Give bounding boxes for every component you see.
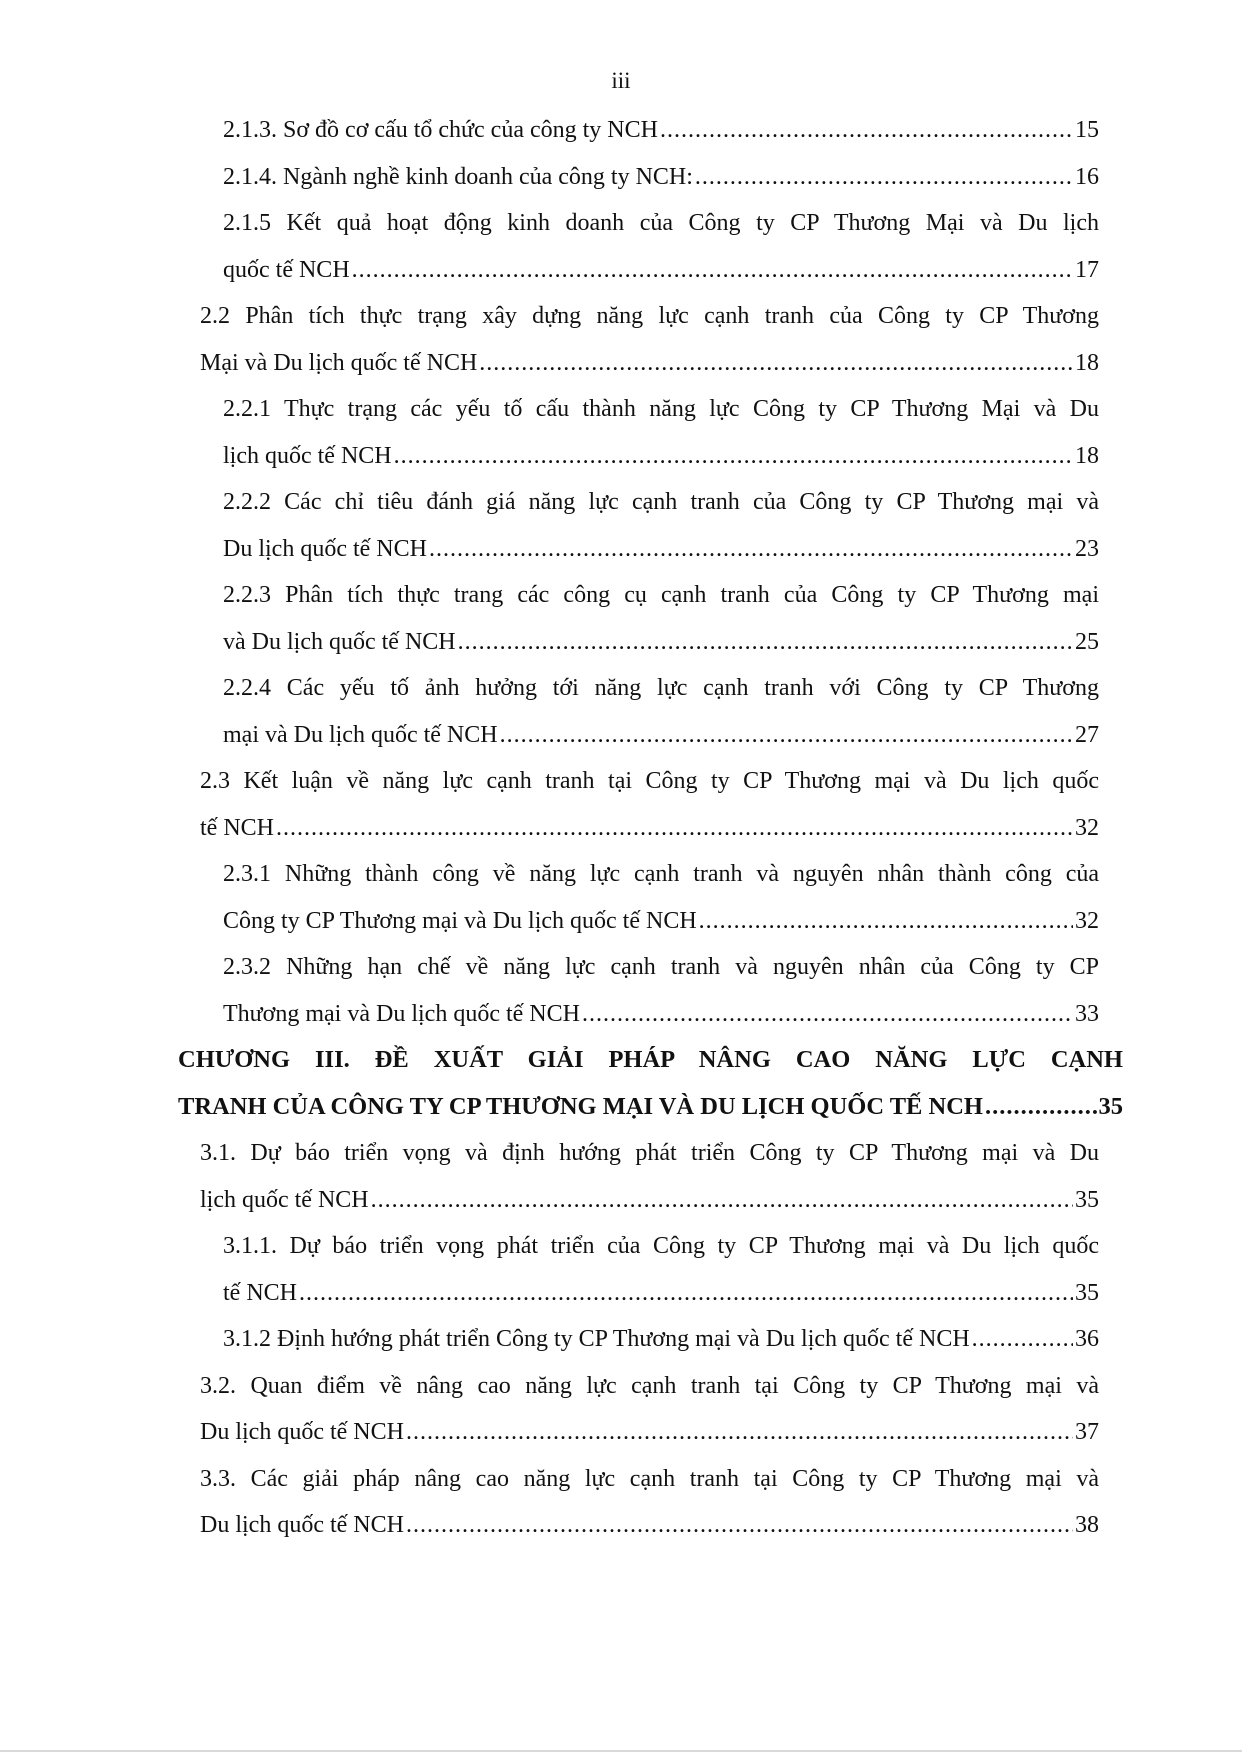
toc-page-number: 32 <box>1075 907 1099 934</box>
toc-entry-title: TRANH CỦA CÔNG TY CP THƯƠNG MẠI VÀ DU LỊCH QUỐC TẾ NCH <box>178 1092 983 1120</box>
toc-entry-title: Du lịch quốc tế NCH <box>200 1419 404 1445</box>
toc-entry-line: CHƯƠNG III. ĐỀ XUẤT GIẢI PHÁP NÂNG CAO NĂNG LỰC CẠNH <box>178 1046 1123 1073</box>
toc-entry-title: Du lịch quốc tế NCH <box>200 1512 404 1538</box>
toc-page-number: 23 <box>1075 535 1099 562</box>
toc-entry-title: Mại và Du lịch quốc tế NCH <box>200 349 478 376</box>
toc-entry-last-line <box>200 810 1099 846</box>
toc-entry-line: 2.1.5 Kết quả hoạt động kinh doanh của Công ty CP Thương Mại và Du lịch <box>223 210 1099 236</box>
toc-page-number: 37 <box>1075 1419 1099 1445</box>
toc-entry-title: và Du lịch quốc tế NCH <box>223 628 456 655</box>
toc-entry-last-line <box>223 438 1099 474</box>
toc-entry-title: lịch quốc tế NCH <box>223 442 392 469</box>
toc-entry-last-line <box>223 252 1099 288</box>
toc-entry-last-line <box>223 903 1099 939</box>
toc-entry-title: tế NCH <box>223 1279 297 1306</box>
toc-page-number: 35 <box>1098 1092 1123 1120</box>
toc-dot-leader <box>276 810 1073 846</box>
toc-page-number: 18 <box>1075 442 1099 469</box>
toc-page-number: 18 <box>1075 349 1099 376</box>
toc-entry-line: 3.1.1. Dự báo triển vọng phát triển của Công ty CP Thương mại và Du lịch quốc <box>223 1233 1099 1259</box>
toc-entry-title: 2.1.4. Ngành nghề kinh doanh của công ty NCH: <box>223 163 693 190</box>
page-bottom-divider <box>0 1750 1242 1752</box>
toc-dot-leader <box>458 624 1073 660</box>
toc-entry-last-line <box>223 996 1099 1032</box>
toc-dot-leader <box>695 159 1073 195</box>
toc-page-number: 15 <box>1075 117 1099 143</box>
toc-entry-last-line <box>178 1089 1123 1125</box>
toc-dot-leader <box>352 252 1073 288</box>
toc-entry-line: 2.2 Phân tích thực trạng xây dựng năng lực cạnh tranh của Công ty CP Thương <box>200 303 1099 329</box>
toc-entry-line: 2.2.3 Phân tích thực trang các công cụ cạnh tranh của Công ty CP Thương mại <box>223 582 1099 608</box>
toc-entry-last-line <box>223 1275 1099 1311</box>
toc-entry-line: 3.1. Dự báo triển vọng và định hướng phát triển Công ty CP Thương mại và Du <box>200 1140 1099 1166</box>
toc-entry-line: 2.3 Kết luận về năng lực cạnh tranh tại Công ty CP Thương mại và Du lịch quốc <box>200 768 1099 794</box>
toc-entry-title: mại và Du lịch quốc tế NCH <box>223 721 498 748</box>
toc-page-number: 35 <box>1075 1186 1099 1213</box>
toc-dot-leader <box>582 996 1073 1032</box>
toc-entry-title: tế NCH <box>200 814 274 841</box>
toc-dot-leader <box>406 1414 1073 1450</box>
toc-page-number: 33 <box>1075 1000 1099 1027</box>
toc-entry-title: lịch quốc tế NCH <box>200 1186 369 1213</box>
toc-entry-last-line <box>223 1321 1099 1357</box>
toc-entry-title: quốc tế NCH <box>223 256 350 283</box>
toc-dot-leader <box>972 1321 1073 1357</box>
toc-dot-leader <box>299 1275 1073 1311</box>
toc-page-number: 25 <box>1075 628 1099 655</box>
toc-page-number: 16 <box>1075 163 1099 190</box>
toc-page-number: 38 <box>1075 1512 1099 1538</box>
toc-entry-last-line <box>223 624 1099 660</box>
toc-entry-last-line <box>200 1414 1099 1450</box>
toc-dot-leader <box>985 1089 1097 1125</box>
toc-page-number: 27 <box>1075 721 1099 748</box>
toc-dot-leader <box>479 345 1073 381</box>
toc-entry-last-line <box>223 717 1099 753</box>
toc-entry-line: 3.3. Các giải pháp nâng cao năng lực cạnh tranh tại Công ty CP Thương mại và <box>200 1465 1099 1492</box>
page-number: iii <box>611 68 631 93</box>
toc-page-number: 35 <box>1075 1279 1099 1306</box>
toc-dot-leader <box>500 717 1073 753</box>
toc-entry-last-line <box>223 531 1099 567</box>
toc-entry-last-line <box>200 1182 1099 1218</box>
toc-entry-line: 2.2.2 Các chỉ tiêu đánh giá năng lực cạnh tranh của Công ty CP Thương mại và <box>223 489 1099 515</box>
toc-entry-last-line <box>223 112 1099 148</box>
toc-entry-title: Công ty CP Thương mại và Du lịch quốc tế NCH <box>223 907 697 934</box>
toc-entry-last-line <box>223 159 1099 195</box>
toc-dot-leader <box>394 438 1073 474</box>
toc-entry-last-line <box>200 1507 1099 1543</box>
toc-dot-leader <box>699 903 1073 939</box>
toc-entry-line: 2.2.4 Các yếu tố ảnh hưởng tới năng lực cạnh tranh với Công ty CP Thương <box>223 675 1099 701</box>
toc-entry-title: Thương mại và Du lịch quốc tế NCH <box>223 1000 580 1027</box>
toc-dot-leader <box>660 112 1073 148</box>
toc-page-number: 32 <box>1075 814 1099 841</box>
toc-entry-line: 2.2.1 Thực trạng các yếu tố cấu thành năng lực Công ty CP Thương Mại và Du <box>223 396 1099 422</box>
toc-dot-leader <box>371 1182 1073 1218</box>
toc-entry-last-line <box>200 345 1099 381</box>
toc-dot-leader <box>429 531 1073 567</box>
toc-entry-title: 3.1.2 Định hướng phát triển Công ty CP Thương mại và Du lịch quốc tế NCH <box>223 1326 970 1352</box>
toc-page-number: 36 <box>1075 1326 1099 1352</box>
toc-entry-line: 2.3.1 Những thành công về năng lực cạnh tranh và nguyên nhân thành công của <box>223 861 1099 887</box>
toc-entry-line: 2.3.2 Những hạn chế về năng lực cạnh tranh và nguyên nhân của Công ty CP <box>223 954 1099 980</box>
toc-entry-line: 3.2. Quan điểm về nâng cao năng lực cạnh tranh tại Công ty CP Thương mại và <box>200 1372 1099 1399</box>
toc-page-number: 17 <box>1075 256 1099 283</box>
toc-entry-title: Du lịch quốc tế NCH <box>223 535 427 562</box>
toc-entry-title: 2.1.3. Sơ đồ cơ cấu tổ chức của công ty NCH <box>223 117 658 143</box>
toc-dot-leader <box>406 1507 1073 1543</box>
